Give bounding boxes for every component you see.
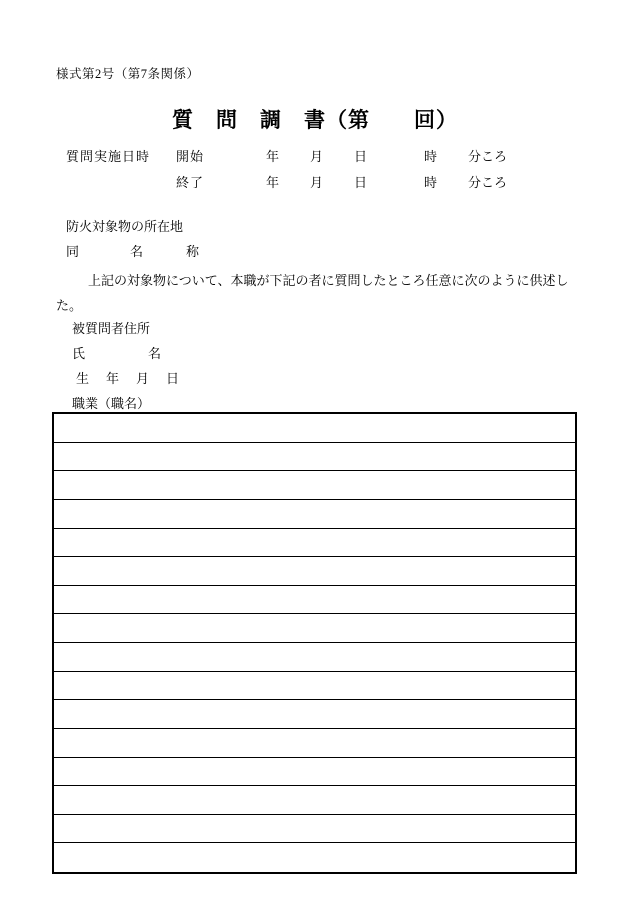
target-name-line — [0, 239, 630, 264]
datetime-day-end: 日 — [354, 175, 368, 190]
target-section — [0, 214, 630, 264]
answer-line-row[interactable] — [54, 471, 575, 500]
answer-line-row[interactable] — [54, 557, 575, 586]
answer-line-row[interactable] — [54, 758, 575, 787]
datetime-hour-end: 時 — [424, 175, 438, 190]
answer-line-row[interactable] — [54, 729, 575, 758]
person-birth-label: 生 年 月 日 — [76, 371, 182, 386]
form-number: 様式第2号（第7条関係） — [56, 67, 200, 81]
answer-line-row[interactable] — [54, 586, 575, 615]
datetime-minute-end: 分ころ — [468, 175, 508, 190]
statement-line-2: た。 — [56, 298, 83, 313]
person-name-label: 氏 — [72, 346, 86, 361]
answer-line-row[interactable] — [54, 529, 575, 558]
person-birth-line — [0, 366, 630, 391]
answer-line-row[interactable] — [54, 786, 575, 815]
answer-line-row[interactable] — [54, 414, 575, 443]
target-location-label: 防火対象物の所在地 — [66, 219, 184, 234]
datetime-month-end: 月 — [310, 175, 324, 190]
person-name-line — [0, 341, 630, 366]
target-name-col2: 名 — [130, 244, 144, 259]
answer-ruled-box[interactable] — [52, 412, 577, 874]
target-name-col3: 称 — [186, 244, 200, 259]
answer-line-row[interactable] — [54, 672, 575, 701]
datetime-hour-start: 時 — [424, 149, 438, 164]
target-location-line — [0, 214, 630, 239]
datetime-day-start: 日 — [354, 149, 368, 164]
answer-line-row[interactable] — [54, 500, 575, 529]
answer-line-row[interactable] — [54, 815, 575, 844]
page-title: 質 問 調 書（第 回） — [172, 108, 458, 132]
statement-line-1: 上記の対象物について、本職が下記の者に質問したところ任意に次のように供述し — [88, 273, 569, 288]
answer-line-row[interactable] — [54, 843, 575, 872]
answer-line-row[interactable] — [54, 643, 575, 672]
datetime-kind-end: 終了 — [176, 175, 205, 190]
answer-line-row[interactable] — [54, 443, 575, 472]
person-section — [0, 316, 630, 416]
statement-paragraph — [0, 268, 630, 318]
datetime-minute-start: 分ころ — [468, 149, 508, 164]
answer-line-row[interactable] — [54, 614, 575, 643]
datetime-kind-start: 開始 — [176, 149, 205, 164]
datetime-month-start: 月 — [310, 149, 324, 164]
target-same-label: 同 — [66, 244, 80, 259]
datetime-section-label: 質問実施日時 — [66, 149, 151, 164]
person-address-line — [0, 316, 630, 341]
person-address-label: 被質問者住所 — [72, 321, 151, 336]
person-name-col2: 名 — [148, 346, 162, 361]
datetime-year-end: 年 — [266, 175, 280, 190]
person-occupation-label: 職業（職名） — [72, 396, 151, 411]
datetime-year-start: 年 — [266, 149, 280, 164]
answer-line-row[interactable] — [54, 700, 575, 729]
